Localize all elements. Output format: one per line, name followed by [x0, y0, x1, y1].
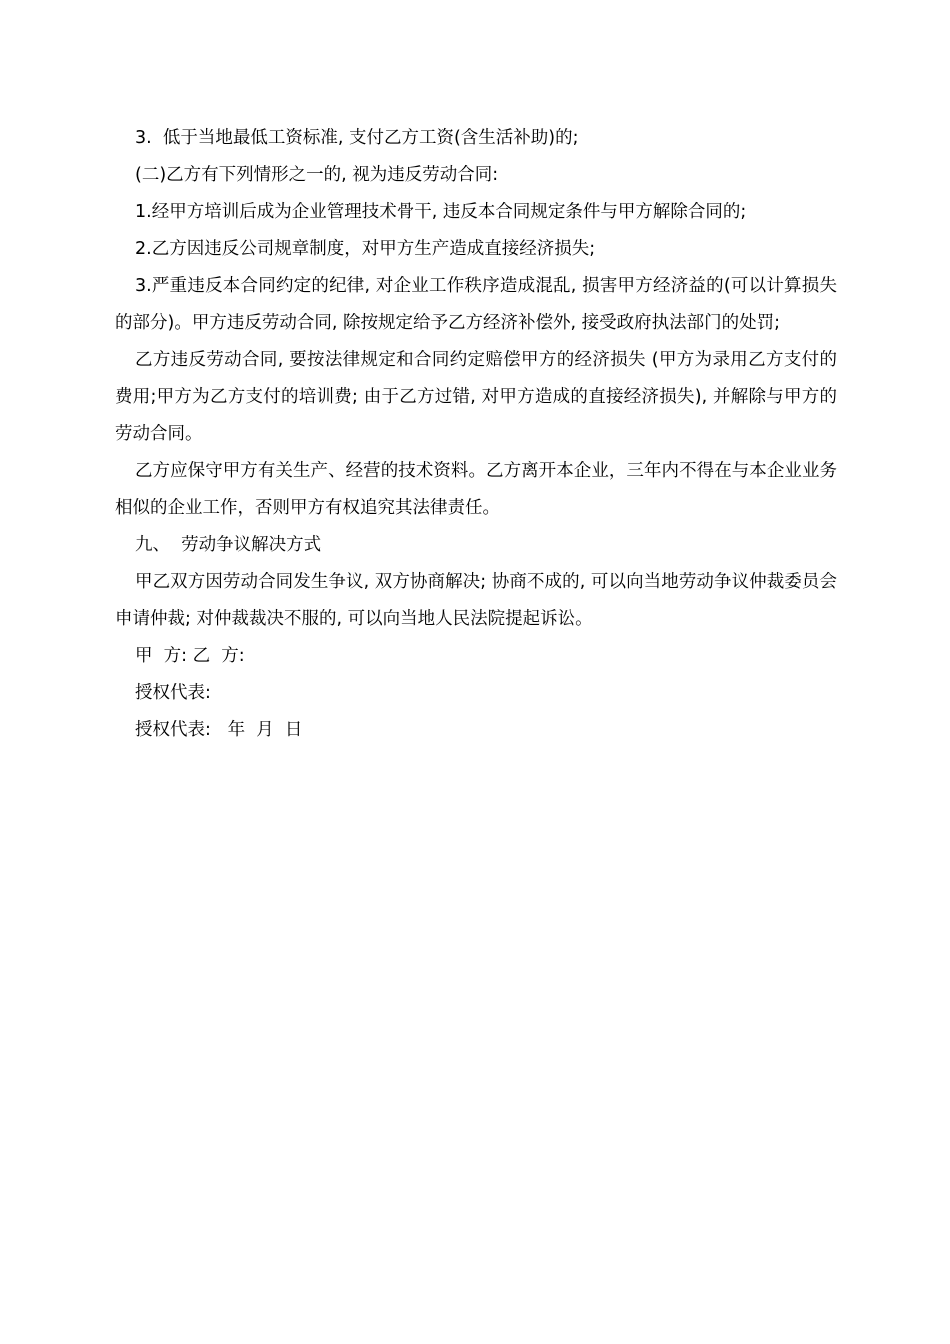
clause-paragraph-2-rules: 2.乙方因违反公司规章制度，对甲方生产造成直接经济损失;: [135, 239, 596, 259]
paragraph-dispute-resolution: 甲乙双方因劳动合同发生争议, 双方协商解决; 协商不成的, 可以向当地劳动争议仲裁委员会申请仲裁; 对仲裁裁决不服的, 可以向当地人民法院提起诉讼。: [115, 572, 837, 629]
clause-paragraph-1-training: 1.经甲方培训后成为企业管理技术骨干, 违反本合同规定条件与甲方解除合同的;: [135, 202, 747, 222]
signature-parties-line: 甲 方: 乙 方:: [135, 646, 245, 666]
section-heading-party-b-violations: (二)乙方有下列情形之一的, 视为违反劳动合同:: [135, 165, 499, 185]
signature-date-line: 授权代表: 年 月 日: [135, 720, 303, 740]
paragraph-confidentiality: 乙方应保守甲方有关生产、经营的技术资料。乙方离开本企业，三年内不得在与本企业业务相似的企业工作，否则甲方有权追究其法律责任。: [115, 461, 837, 518]
document-body: [115, 120, 837, 749]
paragraph-party-b-compensation: 乙方违反劳动合同, 要按法律规定和合同约定赔偿甲方的经济损失 (甲方为录用乙方支付的费用;甲方为乙方支付的培训费; 由于乙方过错, 对甲方造成的直接经济损失), 并解除与甲方的劳动合同。: [115, 350, 837, 444]
clause-paragraph-3-minimum-wage: 3. 低于当地最低工资标准, 支付乙方工资(含生活补助)的;: [135, 128, 579, 148]
signature-representative-line: 授权代表:: [135, 683, 211, 703]
section-heading-dispute-resolution: 九、 劳动争议解决方式: [135, 535, 322, 555]
clause-paragraph-3-discipline: 3.严重违反本合同约定的纪律, 对企业工作秩序造成混乱, 损害甲方经济益的(可以计算损失的部分)。甲方违反劳动合同, 除按规定给予乙方经济补偿外, 接受政府执法部门的处罚;: [115, 276, 837, 333]
